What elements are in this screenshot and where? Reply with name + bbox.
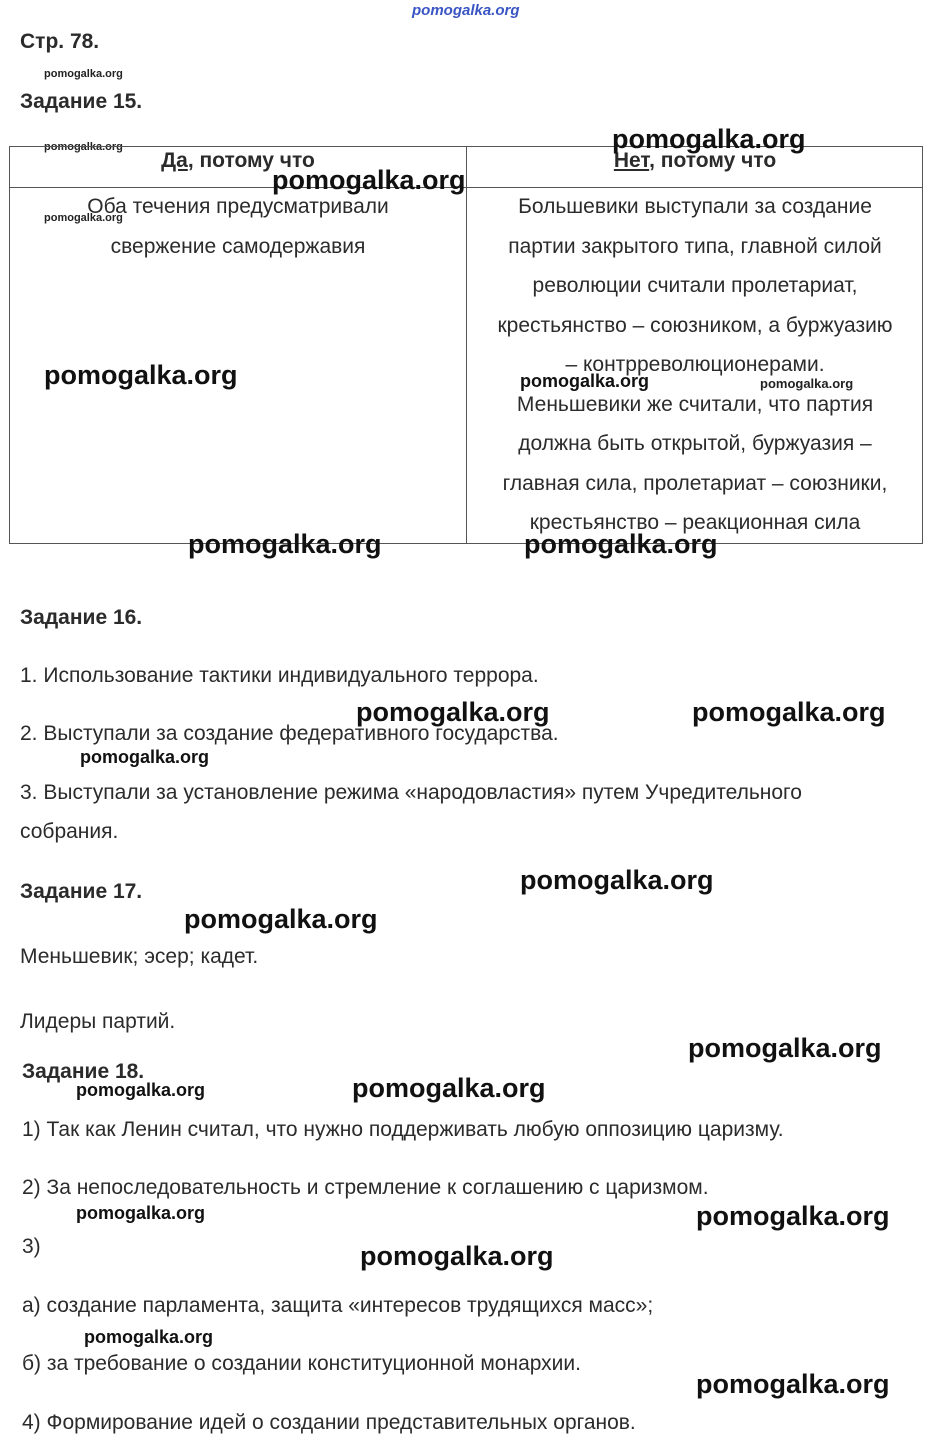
task18-line: 2) За непоследовательность и стремление к соглашению с царизмом.	[22, 1176, 709, 1199]
task16-item: 2. Выступали за создание федеративного государства.	[20, 722, 559, 745]
table-cell-no	[467, 187, 923, 543]
cell-line: Большевики выступали за создание	[518, 195, 872, 218]
watermark: pomogalka.org	[696, 1369, 890, 1399]
task16-item: 3. Выступали за установление режима «народовластия» путем Учредительного	[20, 781, 802, 804]
header-yes-word: Да	[161, 149, 188, 172]
watermark: pomogalka.org	[356, 697, 550, 727]
task16-title: Задание 16.	[20, 606, 143, 629]
task18-line: 1) Так как Ленин считал, что нужно поддерживать любую оппозицию царизму.	[22, 1118, 784, 1141]
header-no-word: Нет	[613, 149, 650, 172]
cell-line: Меньшевики же считали, что партия	[516, 392, 874, 416]
watermark: pomogalka.org	[360, 1241, 554, 1271]
watermark: pomogalka.org	[520, 865, 714, 895]
watermark: pomogalka.org	[84, 1327, 214, 1347]
cell-line: крестьянство – реакционная сила	[529, 511, 861, 534]
task17-line: Лидеры партий.	[20, 1010, 176, 1033]
header-yes-rest: , потому что	[187, 149, 315, 172]
watermark: pomogalka.org	[76, 1080, 206, 1100]
task18-line: б) за требование о создании конституционной монархии.	[22, 1352, 581, 1375]
watermark: pomogalka.org	[688, 1033, 882, 1063]
task18-line: 4) Формирование идей о создании представительных органов.	[22, 1411, 636, 1434]
task16-item: 1. Использование тактики индивидуального террора.	[20, 664, 539, 687]
cell-line: – контрреволюционерами.	[565, 353, 825, 376]
watermark: pomogalka.org	[44, 68, 123, 80]
cell-line: революции считали пролетариат,	[532, 274, 858, 297]
task18-line: а) создание парламента, защита «интересов трудящихся масс»;	[22, 1294, 654, 1317]
header-no-rest: , потому что	[649, 149, 777, 172]
watermark: pomogalka.org	[524, 529, 718, 559]
cell-line: свержение самодержавия	[110, 234, 366, 258]
task18-title: Задание 18.	[22, 1060, 145, 1083]
task18-line: 3)	[22, 1235, 41, 1258]
cell-line: Оба течения предусматривали	[87, 195, 389, 218]
watermark: pomogalka.org	[612, 124, 806, 154]
watermark: pomogalka.org	[80, 747, 210, 767]
task15-title: Задание 15.	[20, 90, 143, 113]
watermark: pomogalka.org	[760, 376, 854, 391]
watermark: pomogalka.org	[76, 1203, 206, 1223]
watermark: pomogalka.org	[184, 904, 378, 934]
watermark: pomogalka.org	[352, 1073, 546, 1103]
watermark: pomogalka.org	[188, 529, 382, 559]
cell-line: партии закрытого типа, главной силой	[508, 234, 882, 258]
cell-line: должна быть открытой, буржуазия –	[518, 432, 872, 455]
watermark: pomogalka.org	[44, 212, 123, 224]
task17-title: Задание 17.	[20, 880, 143, 903]
watermark: pomogalka.org	[692, 697, 886, 727]
watermark: pomogalka.org	[272, 165, 466, 195]
watermark: pomogalka.org	[520, 371, 650, 391]
task17-line: Меньшевик; эсер; кадет.	[20, 945, 259, 968]
watermark: pomogalka.org	[696, 1201, 890, 1231]
watermark: pomogalka.org	[44, 360, 238, 390]
table-cell-yes	[10, 187, 466, 266]
cell-line: главная сила, пролетариат – союзники,	[502, 471, 888, 495]
site-watermark: pomogalka.org	[412, 2, 520, 19]
watermark: pomogalka.org	[44, 141, 123, 153]
task16-item: собрания.	[20, 820, 119, 843]
page-label: Стр. 78.	[20, 30, 100, 53]
task15-table	[9, 146, 923, 544]
cell-line: крестьянство – союзником, а буржуазию	[497, 313, 893, 337]
